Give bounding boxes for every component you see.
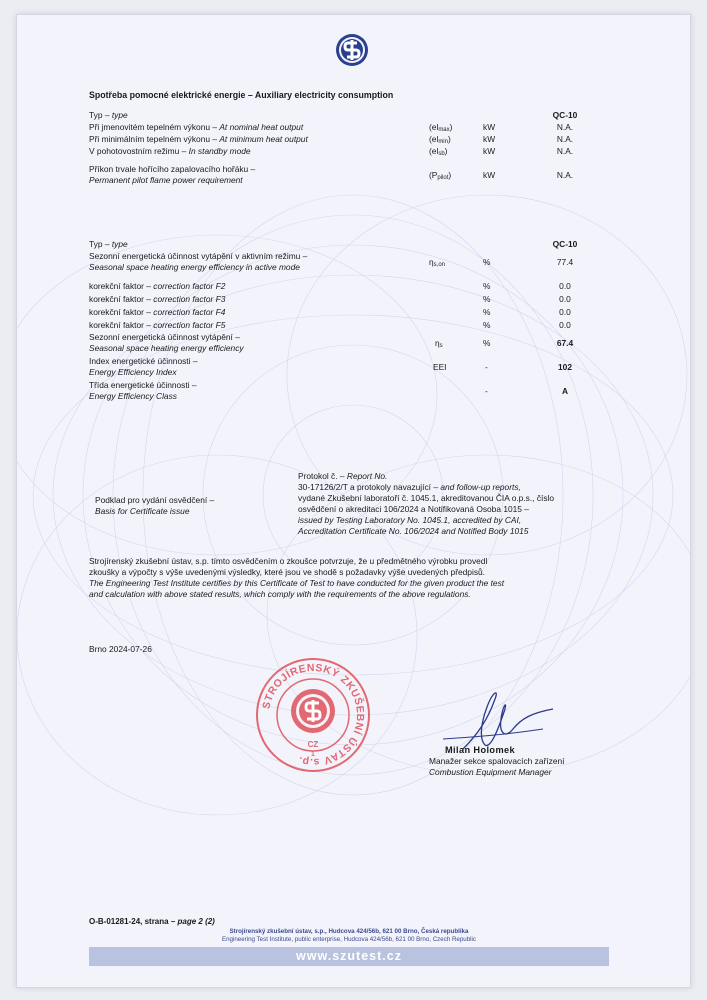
factor-label-cz: korekční faktor –	[89, 294, 151, 304]
class-label-cz: Třída energetické účinnosti –	[89, 380, 197, 390]
footer-address	[89, 928, 609, 944]
factor-value: 0.0	[559, 320, 571, 330]
pilot-label-cz: Příkon trvale hořícího zapalovacího hořáku –	[89, 164, 256, 174]
official-stamp-icon	[253, 655, 373, 775]
pilot-value: N.A.	[556, 170, 574, 180]
factor-value: 0.0	[559, 294, 571, 304]
eff-type-row	[89, 239, 609, 251]
basis-line: issued by Testing Laboratory No. 1045.1, accredited by CAI,	[298, 515, 522, 525]
seasonal-active-value: 77.4	[556, 257, 574, 267]
type-label-cz: Typ –	[89, 110, 110, 120]
signer-title-cz: Manažer sekce spalovacích zařízení	[429, 756, 565, 766]
signer-title-en: Combustion Equipment Manager	[429, 767, 552, 777]
szu-logo-icon	[335, 33, 369, 67]
place-date: Brno 2024-07-26	[89, 644, 152, 654]
certificate-page	[16, 14, 691, 988]
aux-unit: kW	[483, 122, 496, 132]
basis-details	[298, 471, 628, 537]
aux-unit: kW	[483, 146, 496, 156]
type-label-cz: Typ –	[89, 239, 110, 249]
seasonal-active-unit: %	[483, 257, 491, 267]
aux-unit: kW	[483, 134, 496, 144]
aux-label-en: At minimum heat output	[219, 134, 308, 144]
statement-cz-line-2: zkoušky a výpočty s výše uvedenými výsledky, které jsou ve shodě s požadavky výše uvedených předpisů.	[89, 567, 485, 577]
statement-en-line-1: The Engineering Test Institute certifies by this Certificate of Test to have conducted for the given product the test	[89, 578, 505, 588]
class-value: A	[561, 386, 569, 396]
factor-label-en: correction factor F4	[153, 307, 226, 317]
page-reference-cz: O-B-01281-24, strana –	[89, 917, 178, 926]
aux-label-cz: V pohotovostním režimu –	[89, 146, 187, 156]
basis-line: 30-17126/2/T a protokoly navazující – and follow-up reports,	[298, 482, 521, 492]
type-label-en: type	[111, 110, 128, 120]
seasonal-label-cz: Sezonní energetická účinnost vytápění –	[89, 332, 240, 342]
eei-label-en: Energy Efficiency Index	[89, 367, 177, 377]
page-reference-en: page 2 (2)	[177, 917, 215, 926]
footer-line-en: Engineering Test Institute, public enterprise, Hudcova 424/56b, 621 00 Brno, Czech Republic	[221, 936, 477, 943]
seasonal-row	[89, 332, 609, 356]
footer-line-cz: Strojírenský zkušební ústav, s.p., Hudcova 424/56b, 621 00 Brno, Česká republika	[229, 928, 469, 935]
aux-label-cz: Při jmenovitém tepelném výkonu –	[89, 122, 218, 132]
class-unit: -	[485, 386, 488, 396]
eei-label-cz: Index energetické účinnosti –	[89, 356, 198, 366]
basis-line: Protokol č. – Report No.	[298, 471, 388, 481]
aux-label-en: In standby mode	[188, 146, 251, 156]
page-reference	[89, 916, 215, 927]
factor-unit: %	[483, 281, 491, 291]
seasonal-active-label-cz: Sezonní energetická účinnost vytápění v aktivním režimu –	[89, 251, 308, 261]
factor-unit: %	[483, 294, 491, 304]
aux-type-row	[89, 110, 609, 122]
class-label-en: Energy Efficiency Class	[89, 391, 177, 401]
aux-row	[89, 122, 609, 134]
correction-factor-row	[89, 281, 609, 293]
seasonal-active-label-en: Seasonal space heating energy efficiency in active mode	[89, 262, 300, 272]
correction-factor-row	[89, 320, 609, 332]
seasonal-label-en: Seasonal space heating energy efficiency	[89, 343, 244, 353]
factor-label-en: correction factor F2	[153, 281, 226, 291]
seasonal-active-row	[89, 251, 609, 275]
class-row	[89, 380, 609, 404]
stamp-country: CZ	[307, 740, 319, 749]
pilot-unit: kW	[483, 170, 496, 180]
aux-row	[89, 146, 609, 158]
footer-website-link[interactable]: www.szutest.cz	[296, 949, 402, 963]
aux-symbol: $(el_{max})$	[429, 122, 453, 133]
factor-label-cz: korekční faktor –	[89, 281, 151, 291]
factor-unit: %	[483, 307, 491, 317]
factor-value: 0.0	[559, 307, 571, 317]
correction-factor-row	[89, 294, 609, 306]
basis-line: osvědčení o akreditaci 106/2024 a Notifikovaná Osoba 1015 –	[298, 504, 529, 514]
factor-label-en: correction factor F3	[153, 294, 226, 304]
seasonal-value: 67.4	[556, 338, 574, 348]
signer-name: Milan Holomek	[445, 745, 516, 755]
eei-value: 102	[558, 362, 572, 372]
pilot-row	[89, 164, 609, 188]
type-label-en: type	[111, 239, 128, 249]
eei-row	[89, 356, 609, 380]
pilot-symbol: $(P_{pilot})$	[429, 170, 452, 181]
aux-symbol: $(el_{sb})$	[429, 146, 448, 157]
factor-unit: %	[483, 320, 491, 330]
statement-en-line-2: and calculation with above stated results, which comply with the requirements of the above regulations.	[89, 589, 471, 599]
basis-label-en: Basis for Certificate issue	[95, 506, 190, 516]
eei-symbol: EEI	[433, 362, 447, 372]
stamp-number: 1	[311, 751, 315, 758]
aux-symbol: $(el_{min})$	[429, 134, 451, 145]
factor-label-cz: korekční faktor –	[89, 320, 151, 330]
footer-band	[89, 947, 609, 966]
section-title: Spotřeba pomocné elektrické energie – Auxiliary electricity consumption	[89, 90, 394, 100]
stamp-ring-text: STROJÍRENSKÝ ZKUŠEBNÍ ÚSTAV s.p.	[260, 661, 367, 769]
aux-value: N.A.	[556, 134, 574, 144]
aux-row	[89, 134, 609, 146]
signer-block	[399, 745, 639, 778]
statement-cz-line-1: Strojírenský zkušební ústav, s.p. tímto osvědčením o zkoušce potvrzuje, že u předmětného výrobku provedl	[89, 556, 488, 566]
correction-factor-row	[89, 307, 609, 319]
seasonal-active-symbol: $\eta_{s,on}$	[429, 257, 446, 268]
basis-label-cz: Podklad pro vydání osvědčení –	[95, 495, 215, 505]
basis-line: Accreditation Certificate No. 106/2024 and Notified Body 1015	[298, 526, 529, 536]
factor-value: 0.0	[559, 281, 571, 291]
type-value: QC-10	[552, 239, 578, 249]
pilot-label-en: Permanent pilot flame power requirement	[89, 175, 243, 185]
basis-label	[95, 495, 214, 517]
aux-value: N.A.	[556, 122, 574, 132]
basis-line: vydané Zkušební laboratoří č. 1045.1, akreditovanou ČIA o.p.s., číslo	[298, 493, 555, 503]
page-content	[17, 15, 690, 987]
seasonal-unit: %	[483, 338, 491, 348]
seasonal-symbol: $\eta_s$	[435, 338, 443, 349]
type-value: QC-10	[552, 110, 578, 120]
certification-statement	[89, 556, 629, 600]
factor-label-en: correction factor F5	[153, 320, 226, 330]
aux-value: N.A.	[556, 146, 574, 156]
aux-label-en: At nominal heat output	[219, 122, 304, 132]
eei-unit: -	[485, 362, 488, 372]
factor-label-cz: korekční faktor –	[89, 307, 151, 317]
aux-label-cz: Při minimálním tepelném výkonu –	[89, 134, 218, 144]
